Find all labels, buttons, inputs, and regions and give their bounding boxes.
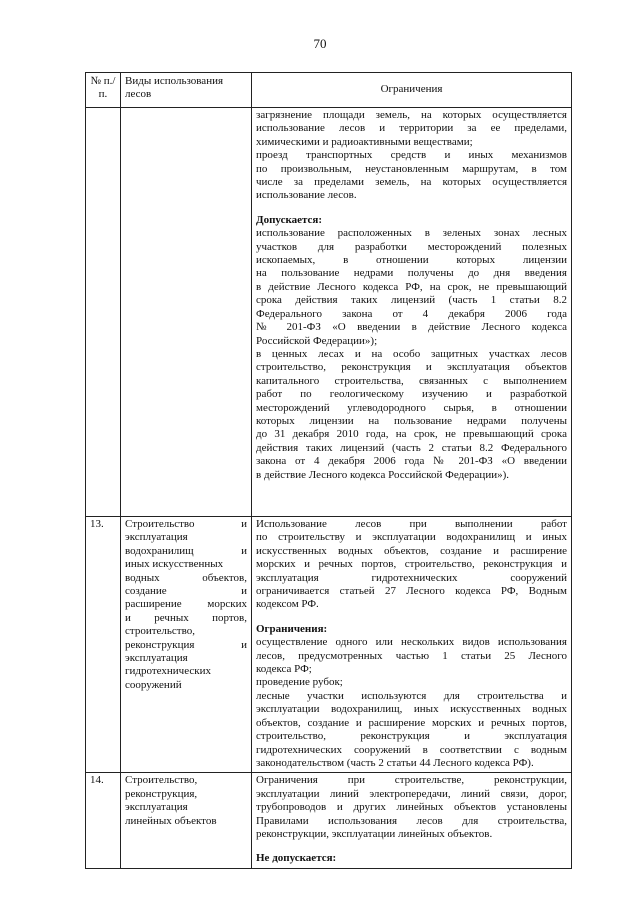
text-line: Федерального закона от 4 декабря 2006 года	[256, 307, 567, 320]
text-line: создание и	[125, 585, 247, 598]
text-line: кодексом РФ.	[256, 598, 319, 611]
text-line: иных искусственных	[125, 558, 224, 571]
text-line: числе за пределами земель, на которых осуществляется	[256, 176, 567, 189]
text-line: законодательством (часть 2 статьи 44 Лесного кодекса РФ).	[256, 756, 534, 769]
table-row-continuation	[86, 108, 572, 517]
kind-text	[125, 518, 247, 692]
text-line: строительство, реконструкция и эксплуатация	[256, 730, 567, 743]
text-line: водохранилищ и	[125, 544, 247, 557]
text-line: гидротехнических	[125, 665, 211, 678]
restrictions-paragraph	[256, 636, 567, 770]
restrictions-paragraph	[256, 109, 567, 203]
text-line: эксплуатация	[125, 801, 188, 814]
text-line: работ по геологическому изучению и разработкой	[256, 388, 567, 401]
text-line: Российской Федерации»);	[256, 334, 378, 347]
text-line: расширение морских	[125, 598, 247, 611]
text-line: реконструкция,	[125, 787, 198, 800]
text-line: лесов, предусмотренных частью 1 статьи 25 Лесного	[256, 649, 567, 662]
text-line: водных объектов,	[125, 571, 247, 584]
text-line: закона от 4 декабря 2006 года № 201-ФЗ «О введении	[256, 455, 567, 468]
table-row-14	[86, 773, 572, 868]
text-line: использование лесов и территории за ее пределами,	[256, 122, 567, 135]
cell-kind	[121, 517, 252, 773]
text-line: гидротехнических сооружений в соответствии с водным	[256, 743, 567, 756]
text-line: строительство,	[125, 625, 195, 638]
text-line: которых лицензии на пользование недрами получены	[256, 414, 567, 427]
cell-restrictions	[252, 773, 572, 868]
text-line: проведение рубок;	[256, 676, 343, 689]
kind-text	[125, 774, 247, 828]
cell-num: 14.	[86, 773, 121, 868]
text-line: и речных портов,	[125, 611, 247, 624]
cell-kind	[121, 108, 252, 517]
text-line: до 31 декабря 2010 года, на срок, не превышающий срока	[256, 428, 567, 441]
text-line: реконструкция и	[125, 638, 247, 651]
table-row-13	[86, 517, 572, 773]
text-line: трубопроводов и других линейных объектов установлены	[256, 801, 567, 814]
text-line: проезд транспортных средств и иных механизмов	[256, 149, 567, 162]
cell-num: 13.	[86, 517, 121, 773]
text-line: кодекса РФ;	[256, 663, 312, 676]
header-restrictions: Ограничения	[252, 73, 572, 108]
allowed-heading: Допускается:	[256, 213, 323, 226]
text-line: эксплуатация	[125, 652, 188, 665]
header-num: № п./п.	[86, 73, 121, 108]
not-allowed-heading: Не допускается:	[256, 852, 337, 865]
text-line: объектов, создание и расширение морских и речных портов,	[256, 716, 567, 729]
cell-restrictions	[252, 517, 572, 773]
text-line: месторождений углеводородного сырья, в отношении	[256, 401, 567, 414]
cell-num	[86, 108, 121, 517]
text-line: лесные участки используются для строительства и	[256, 689, 567, 702]
text-line: по строительству и эксплуатации водохранилищ и иных	[256, 531, 567, 544]
text-line: эксплуатация гидротехнических сооружений	[256, 571, 567, 584]
text-line: Использование лесов при выполнении работ	[256, 518, 567, 530]
text-line: морских и речных портов, строительство, реконструкция и	[256, 558, 567, 571]
text-line: реконструкции, эксплуатации линейных объектов.	[256, 827, 493, 840]
text-line: эксплуатации линий электропередачи, линий связи, дорог,	[256, 787, 567, 800]
text-line: сооружений	[125, 678, 182, 691]
restrictions-heading: Ограничения:	[256, 622, 328, 635]
text-line: капитального строительства, связанных с выполнением	[256, 374, 567, 387]
text-line: Строительство и	[125, 518, 247, 530]
text-line: на пользование недрами получены до дня введения	[256, 267, 567, 280]
text-line: Правилами использования лесов для строительства,	[256, 814, 567, 827]
restrictions-paragraph	[256, 227, 567, 482]
text-line: участков для разработки месторождений полезных	[256, 240, 567, 253]
text-line: эксплуатации водохранилищ, иных искусственных водных	[256, 703, 567, 716]
text-line: осуществление одного или нескольких видов использования	[256, 636, 567, 649]
text-line: эксплуатация	[125, 531, 188, 544]
text-line: использование лесов.	[256, 189, 357, 202]
text-line: искусственных водных объектов, создание и расширение	[256, 544, 567, 557]
text-line: Ограничения при строительстве, реконструкции,	[256, 774, 567, 787]
table-header-row	[86, 73, 572, 108]
restrictions-paragraph	[256, 774, 567, 841]
text-line: в ценных лесах и на особо защитных участках лесов	[256, 347, 567, 360]
cell-kind	[121, 773, 252, 868]
page-number: 70	[313, 36, 327, 51]
text-line: № 201-ФЗ «О введении в действие Лесного кодекса	[256, 321, 567, 334]
text-line: по произвольным, неустановленным маршрутам, в том	[256, 162, 567, 175]
cell-restrictions	[252, 108, 572, 517]
text-line: загрязнение площади земель, на которых осуществляется	[256, 109, 567, 121]
restrictions-paragraph	[256, 518, 567, 612]
text-line: действия таких лицензий (часть 2 статьи 8.2 Федерального	[256, 441, 567, 454]
text-line: в действие Лесного кодекса Российской Федерации»).	[256, 468, 509, 481]
text-line: использование расположенных в зеленых зонах лесных	[256, 227, 567, 240]
text-line: химическими и радиоактивными веществами;	[256, 135, 473, 148]
text-line: Строительство,	[125, 774, 198, 787]
text-line: в действие Лесного кодекса РФ, на срок, не превышающий	[256, 280, 567, 293]
text-line: срока действия таких лицензий (часть 1 статьи 8.2	[256, 294, 567, 307]
header-kind: Виды использования лесов	[121, 73, 252, 108]
text-line: строительство, реконструкция и эксплуатация объектов	[256, 361, 567, 374]
text-line: ограничивается статьей 27 Лесного кодекса РФ, Водным	[256, 585, 567, 598]
text-line: ископаемых, в отношении которых лицензии	[256, 254, 567, 267]
text-line: линейных объектов	[125, 814, 217, 827]
restrictions-table	[85, 72, 572, 869]
